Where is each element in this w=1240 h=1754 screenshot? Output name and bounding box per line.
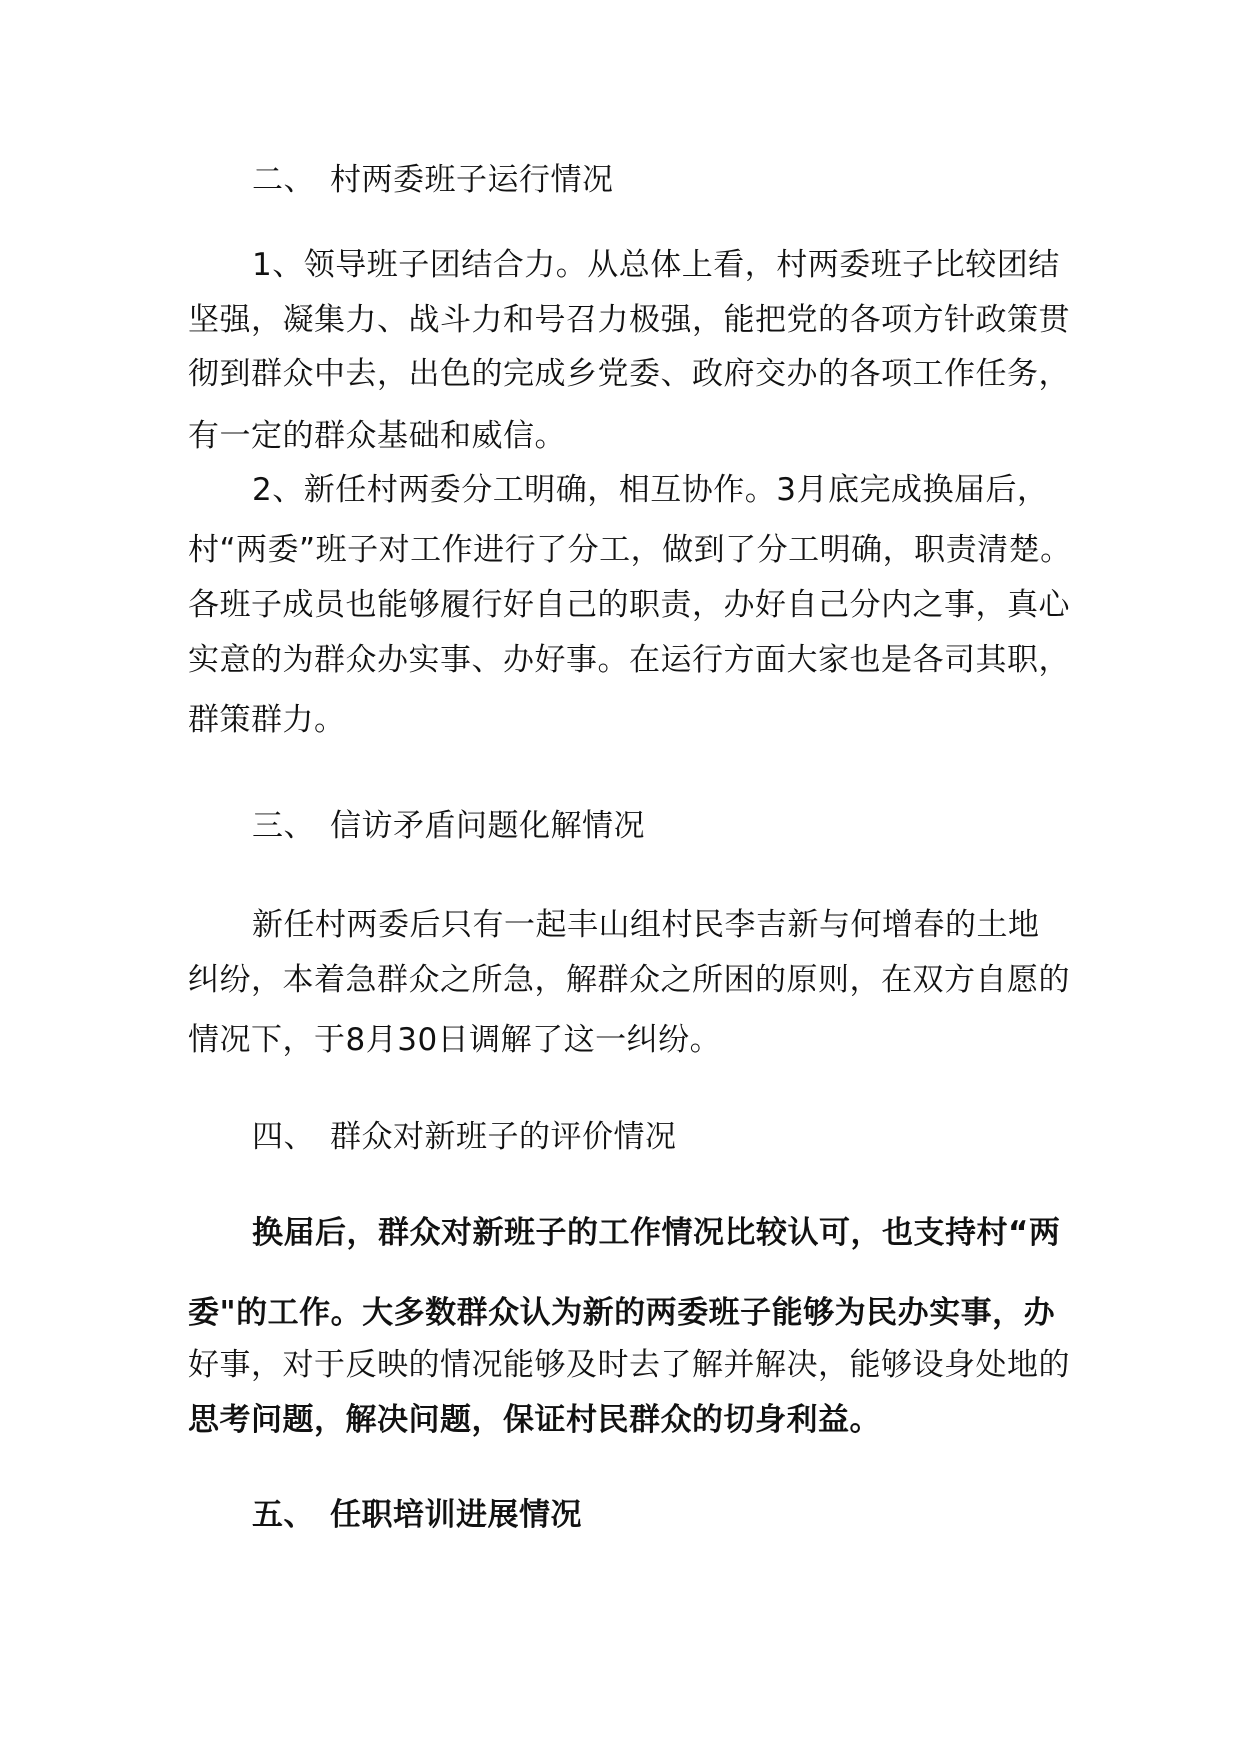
paragraph-line: 各班子成员也能够履行好自己的职责，办好自己分内之事，真心 [188, 587, 1070, 623]
paragraph-line-bold: 换届后，群众对新班子的工作情况比较认可，也支持村“两 [252, 1215, 1061, 1251]
paragraph-line: 村“两委”班子对工作进行了分工，做到了分工明确，职责清楚。 [188, 532, 1072, 568]
paragraph-line: 彻到群众中去，出色的完成乡党委、政府交办的各项工作任务， [188, 356, 1070, 392]
paragraph-line-bold: 委"的工作。大多数群众认为新的两委班子能够为民办实事，办 [188, 1295, 1056, 1331]
paragraph-line: 2、新任村两委分工明确，相互协作。3月底完成换届后， [252, 472, 1049, 508]
paragraph-line: 好事，对于反映的情况能够及时去了解并解决，能够设身处地的 [188, 1347, 1070, 1383]
section-heading-2 [252, 160, 614, 200]
paragraph-line: 坚强，凝集力、战斗力和号召力极强，能把党的各项方针政策贯 [188, 302, 1070, 338]
section-title: 村两委班子运行情况 [330, 162, 614, 198]
paragraph-line: 1、领导班子团结合力。从总体上看，村两委班子比较团结 [252, 247, 1060, 283]
paragraph-line: 实意的为群众办实事、办好事。在运行方面大家也是各司其职， [188, 642, 1070, 678]
paragraph-line: 纠纷，本着急群众之所急，解群众之所困的原则，在双方自愿的 [188, 962, 1070, 998]
paragraph-line: 新任村两委后只有一起丰山组村民李吉新与何增春的土地 [252, 907, 1040, 943]
section-title: 任职培训进展情况 [330, 1497, 582, 1533]
paragraph-line: 情况下，于8月30日调解了这一纠纷。 [188, 1022, 722, 1058]
section-heading-4 [252, 1117, 677, 1157]
section-heading-3 [252, 806, 645, 846]
section-number: 三、 [252, 808, 315, 844]
section-number: 五、 [252, 1497, 315, 1533]
section-heading-5 [252, 1495, 582, 1535]
section-number: 二、 [252, 162, 315, 198]
paragraph-line: 有一定的群众基础和威信。 [188, 418, 566, 454]
section-title: 群众对新班子的评价情况 [330, 1119, 677, 1155]
paragraph-line: 群策群力。 [188, 702, 346, 738]
section-title: 信访矛盾问题化解情况 [330, 808, 645, 844]
section-number: 四、 [252, 1119, 315, 1155]
paragraph-line-bold: 思考问题，解决问题，保证村民群众的切身利益。 [188, 1402, 881, 1438]
